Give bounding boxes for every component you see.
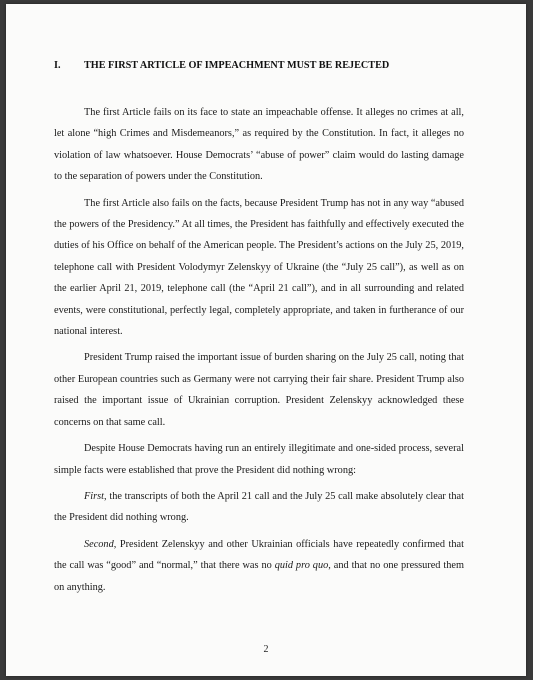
paragraph-5-text: , the transcripts of both the April 21 call and the July 25 call make absolutely clear that the President did nothing wrong. <box>54 490 464 524</box>
document-page <box>6 4 526 676</box>
paragraph-5-lead: First <box>84 490 105 502</box>
paragraph-5 <box>54 486 464 529</box>
paragraph-6-emphasis: quid pro quo <box>274 560 329 572</box>
section-number: I. <box>54 60 61 71</box>
paragraph-1: The first Article fails on its face to state an impeachable offense. It alleges no crimes at all, let alone “high Crimes and Misdemeanors,” as required by the Constitution. In fact, it alleges no violation of law whatsoever. House Democrats’ “abuse of power” claim would do lasting damage to the separation of powers under the Constitution. <box>54 107 464 183</box>
paragraph-6-text-end: , and that no one pressured them on anything. <box>54 560 464 593</box>
paragraph-2: The first Article also fails on the facts, because President Trump has not in any way “abused the powers of the Presidency.” At all times, the President has faithfully and effectively executed the duties of his Office on behalf of the American people. The President’s actions on the July 25, 2019, telephone call with President Volodymyr Zelenskyy of Ukraine (the “July 25 call”), as well as on the earlier April 21, 2019, telephone call (the “April 21 call”), and in all surrounding and related events, were constitutional, perfectly legal, completely appropriate, and taken in furtherance of our national interest. <box>54 197 464 338</box>
paragraph-3: President Trump raised the important issue of burden sharing on the July 25 call, noting that other European countries such as Germany were not carrying their fair share. President Trump also raised the important issue of Ukrainian corruption. President Zelenskyy acknowledged these concerns on that same call. <box>54 352 464 428</box>
section-title: THE FIRST ARTICLE OF IMPEACHMENT MUST BE REJECTED <box>84 60 390 71</box>
section-heading <box>54 60 389 71</box>
paragraph-6-text: , President Zelenskyy and other Ukrainian officials have repeatedly confirmed that the call was “good” and “normal,” that there was no <box>54 538 464 572</box>
body-text <box>54 102 464 603</box>
paragraph-4: Despite House Democrats having run an entirely illegitimate and one-sided process, several simple facts were established that prove the President did nothing wrong: <box>54 443 464 476</box>
page-number: 2 <box>263 644 269 655</box>
paragraph-6 <box>54 534 464 598</box>
paragraph-6-lead: Second <box>84 538 114 550</box>
